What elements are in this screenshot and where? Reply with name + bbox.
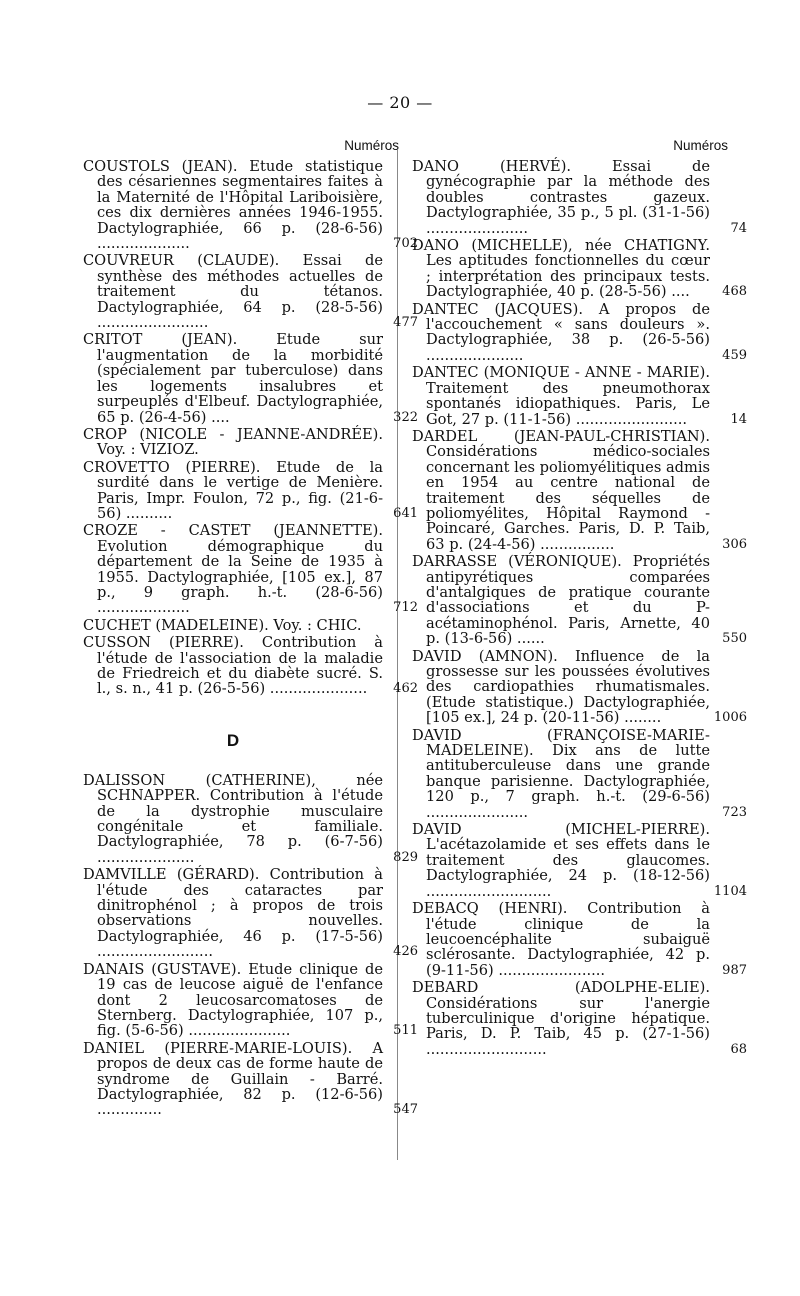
bibliography-entry: [412, 900, 747, 979]
bibliography-entry: [412, 300, 747, 364]
entry-number: 322: [393, 409, 418, 425]
entry-text: DANTEC (JACQUES). A propos de l'accouchement « sans douleurs ». Dactylographiée, 38 p. (26-5-56) .....................: [412, 300, 710, 364]
bibliography-entry: [412, 158, 747, 237]
entry-text: DALISSON (CATHERINE), née SCHNAPPER. Contribution à l'étude de la dystrophie musculaire congénitale et familiale. Dactylographiée, 78 p. (6-7-56) .....................: [83, 771, 383, 866]
entry-number: 459: [722, 347, 747, 363]
section-letter: D: [226, 730, 240, 750]
column-divider: [397, 150, 398, 1160]
bibliography-entry: [83, 458, 418, 522]
entry-text: DANTEC (MONIQUE - ANNE - MARIE). Traitement des pneumothorax spontanés idiopathiques. Paris, Le Got, 27 p. (11-1-56) ........................: [412, 364, 710, 428]
bibliography-entry: [412, 237, 747, 301]
bibliography-entry: [83, 771, 418, 866]
entry-text: CUCHET (MADELEINE). Voy. : CHIC.: [83, 616, 362, 634]
entry-number: 462: [393, 681, 418, 697]
bibliography-entry: [412, 553, 747, 648]
entry-number: 1006: [713, 710, 747, 726]
entry-text: DANO (HERVÉ). Essai de gynécographie par la méthode des doubles contrastes gazeux. Dactylographiée, 35 p., 5 pl. (31-1-56) ......................: [412, 158, 710, 237]
right-column: [412, 138, 747, 1059]
entry-text: DANO (MICHELLE), née CHATIGNY. Les aptitudes fonctionnelles du cœur ; interprétation des principaux tests. Dactylographiée, 40 p. (28-5-56) ....: [412, 237, 710, 301]
entry-text: CROZE - CASTET (JEANNETTE). Evolution démographique du département de la Seine de 1935 à 1955. Dactylographiée, [105 ex.], 87 p., 9 graph. h.-t. (28-6-56) ....................: [83, 522, 383, 617]
entry-number: 641: [393, 505, 418, 521]
entry-number: 14: [730, 411, 747, 427]
entry-text: CROVETTO (PIERRE). Etude de la surdité dans le vertige de Menière. Paris, Impr. Foulon, 72 p., fig. (21-6-56) ..........: [83, 458, 383, 522]
bibliography-entry: [83, 1039, 418, 1119]
bibliography-entry: [83, 427, 383, 458]
entry-number: 702: [393, 236, 418, 252]
bibliography-entry: [412, 364, 747, 428]
entry-text: CRITOT (JEAN). Etude sur l'augmentation de la morbidité (spécialement par tuberculose) dans les logements insalubres et surpeuplés d'Elbeuf. Dactylographiée, 65 p. (26-4-56) ....: [83, 331, 383, 426]
entry-number: 723: [722, 804, 747, 820]
entry-text: DAVID (FRANÇOISE-MARIE-MADELEINE). Dix ans de lutte antituberculeuse dans une grande banque parisienne. Dactylographiée, 120 p., 7 graph. h.-t. (29-6-56) ......................: [412, 726, 710, 821]
bibliography-entry: [83, 331, 418, 426]
entry-number: 306: [722, 536, 747, 552]
entry-number: 477: [393, 315, 418, 331]
entry-number: 550: [722, 631, 747, 647]
entry-number: 468: [722, 284, 747, 300]
bibliography-entry: [83, 866, 418, 961]
entry-number: 712: [393, 600, 418, 616]
bibliography-entry: [83, 618, 383, 633]
entry-text: DEBACQ (HENRI). Contribution à l'étude clinique de la leucoencéphalite subaiguë sclérosante. Dactylographiée, 42 p. (9-11-56) .......................: [412, 900, 710, 979]
bibliography-entry: [83, 158, 418, 253]
bibliography-entry: [412, 647, 747, 727]
entry-text: DAMVILLE (GÉRARD). Contribution à l'étude des cataractes par dinitrophénol ; à propos de trois observations nouvelles. Dactylographiée, 46 p. (17-5-56) .........................: [83, 866, 383, 961]
entry-number: 511: [393, 1023, 418, 1039]
entry-text: CROP (NICOLE - JEANNE-ANDRÉE). Voy. : VIZIOZ.: [83, 425, 383, 459]
page-number: — 20 —: [367, 93, 433, 112]
left-entry-list: [83, 158, 418, 698]
bibliography-entry: [83, 960, 418, 1040]
left-column-header: Numéros: [344, 138, 399, 153]
entry-number: 1104: [713, 883, 747, 899]
entry-number: 987: [722, 962, 747, 978]
bibliography-entry: [412, 726, 747, 821]
entry-text: COUSTOLS (JEAN). Etude statistique des césariennes segmentaires faites à la Maternité de l'Hôpital Lariboisière, ces dix dernières années 1946-1955. Dactylographiée, 66 p. (28-6-56) ....................: [83, 158, 383, 253]
entry-text: DANIEL (PIERRE-MARIE-LOUIS). A propos de deux cas de forme haute de syndrome de Guillain - Barré. Dactylographiée, 82 p. (12-6-56) ..............: [83, 1039, 383, 1119]
bibliography-entry: [83, 634, 418, 698]
entry-number: 426: [393, 944, 418, 960]
right-entry-list: [412, 158, 747, 1058]
entry-text: COUVREUR (CLAUDE). Essai de synthèse des méthodes actuelles de traitement du tétanos. Dactylographiée, 64 p. (28-5-56) ........................: [83, 252, 383, 332]
entry-number: 74: [730, 220, 747, 236]
bibliography-entry: [412, 979, 747, 1058]
entry-number: 68: [730, 1041, 747, 1057]
entry-text: DARDEL (JEAN-PAUL-CHRISTIAN). Considérations médico-sociales concernant les poliomyélitiques admis en 1954 au centre national de traitement des séquelles de poliomyélites, Hôpital Raymond - Poincaré, Garches. Paris, D. P. Taib, 63 p. (24-4-56) ................: [412, 427, 710, 553]
bibliography-entry: [412, 427, 747, 553]
bibliography-entry: [412, 821, 747, 900]
left-entry-list-d: [83, 771, 418, 1119]
entry-text: DANAIS (GUSTAVE). Etude clinique de 19 cas de leucose aiguë de l'enfance dont 2 leucosarcomatoses de Sternberg. Dactylographiée, 107 p., fig. (5-6-56) ......................: [83, 960, 383, 1040]
entry-text: DEBARD (ADOLPHE-ELIE). Considérations sur l'anergie tuberculinique d'origine hépatique. Paris, D. P. Taib, 45 p. (27-1-56) ..........................: [412, 979, 710, 1058]
right-column-header: Numéros: [673, 138, 728, 153]
entry-text: DAVID (MICHEL-PIERRE). L'acétazolamide et ses effets dans le traitement des glaucomes. Dactylographiée, 24 p. (18-12-56) ...........................: [412, 821, 710, 900]
entry-number: 829: [393, 849, 418, 865]
bibliography-entry: [83, 522, 418, 617]
left-column: [83, 138, 418, 1120]
entry-text: CUSSON (PIERRE). Contribution à l'étude de l'association de la maladie de Friedreich et du diabète sucré. S. l., s. n., 41 p. (26-5-56) .....................: [83, 634, 383, 698]
entry-text: DARRASSE (VÉRONIQUE). Propriétés antipyrétiques comparées d'antalgiques de pratique courante d'associations et du P- acétaminophénol. Paris, Arnette, 40 p. (13-6-56) ......: [412, 553, 710, 648]
entry-number: 547: [393, 1102, 418, 1118]
entry-text: DAVID (AMNON). Influence de la grossesse sur les poussées évolutives des cardiopathies rhumatismales. (Etude statistique.) Dactylographiée, [105 ex.], 24 p. (20-11-56) ........: [412, 647, 710, 727]
bibliography-entry: [83, 252, 418, 332]
